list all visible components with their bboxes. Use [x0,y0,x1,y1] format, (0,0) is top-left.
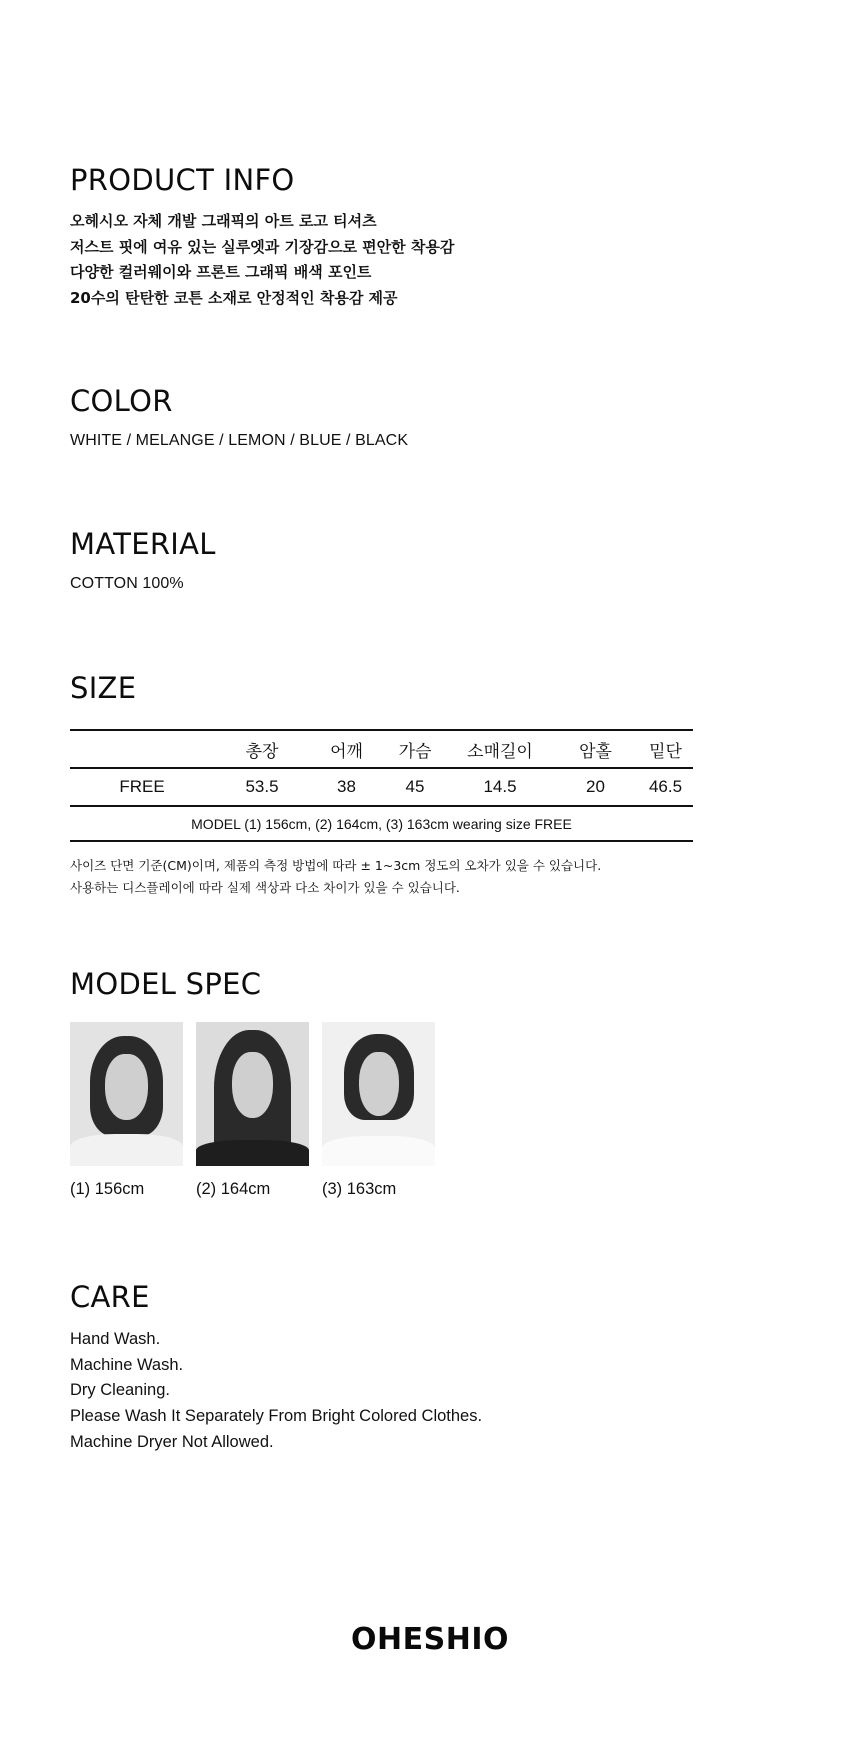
care-list [70,1327,482,1456]
care-section [70,1280,150,1314]
brand-logo: OHESHIO [351,1622,509,1657]
size-title: SIZE [70,671,137,705]
product-info-line: 저스트 핏에 여유 있는 실루엣과 기장감으로 편안한 착용감 [70,237,455,256]
color-section [70,384,409,450]
material-section [70,527,216,593]
model-caption: (1) 156cm [70,1180,145,1198]
care-line: Hand Wash. [70,1330,161,1348]
color-value: WHITE / MELANGE / LEMON / BLUE / BLACK [70,432,409,449]
size-value-cell: 53.5 [245,777,279,796]
care-title: CARE [70,1280,150,1314]
size-header-cell: 소매길이 [467,741,533,761]
size-label-cell: FREE [119,777,165,796]
care-line: Dry Cleaning. [70,1381,170,1400]
product-info-line: 20수의 탄탄한 코튼 소재로 안정적인 착용감 제공 [70,288,398,307]
size-section [70,671,137,705]
size-header-cell: 밑단 [649,741,682,761]
size-header-cell: 암홀 [579,741,612,761]
size-value-cell: 45 [405,777,425,796]
material-title: MATERIAL [70,527,216,561]
model-card [322,1022,435,1199]
product-info-title: PRODUCT INFO [70,163,295,197]
size-value-cell: 46.5 [648,777,683,796]
size-value-cell: 38 [337,777,356,796]
size-value-cell: 20 [586,777,605,796]
material-value: COTTON 100% [70,575,184,592]
product-info-line: 오헤시오 자체 개발 그래픽의 아트 로고 티셔츠 [70,212,377,230]
size-header-cell: 총장 [245,741,279,761]
model-caption: (2) 164cm [196,1180,271,1198]
model-wearing-note-row [70,805,693,842]
size-disclaimer [70,855,601,899]
model-photo [322,1022,435,1166]
size-header-cell: 가슴 [398,741,432,761]
table-row [70,767,693,805]
model-gallery [70,1022,435,1199]
model-card [196,1022,309,1199]
model-photo [196,1022,309,1166]
model-caption: (3) 163cm [322,1180,397,1198]
model-wearing-note: MODEL (1) 156cm, (2) 164cm, (3) 163cm wearing size FREE [191,815,572,832]
care-line: Please Wash It Separately From Bright Colored Clothes. [70,1407,483,1426]
care-line: Machine Wash. [70,1355,184,1374]
model-spec-section [70,967,262,1001]
product-info-section [70,163,455,311]
color-title: COLOR [70,384,173,418]
care-line: Machine Dryer Not Allowed. [70,1432,274,1451]
product-info-line: 다양한 컬러웨이와 프론트 그래픽 배색 포인트 [70,263,372,281]
size-value-cell: 14.5 [483,777,517,796]
model-card [70,1022,183,1199]
size-table [70,729,693,842]
size-disclaimer-line: 사용하는 디스플레이에 따라 실제 색상과 다소 차이가 있을 수 있습니다. [70,880,460,895]
size-disclaimer-line: 사이즈 단면 기준(CM)이며, 제품의 측정 방법에 따라 ± 1~3cm 정도의 오차가 있을 수 있습니다. [70,858,602,873]
size-header-cell: 어깨 [330,741,363,761]
size-table-header [70,729,693,767]
product-info-list [70,209,454,311]
model-photo [70,1022,183,1166]
model-spec-title: MODEL SPEC [70,967,262,1001]
